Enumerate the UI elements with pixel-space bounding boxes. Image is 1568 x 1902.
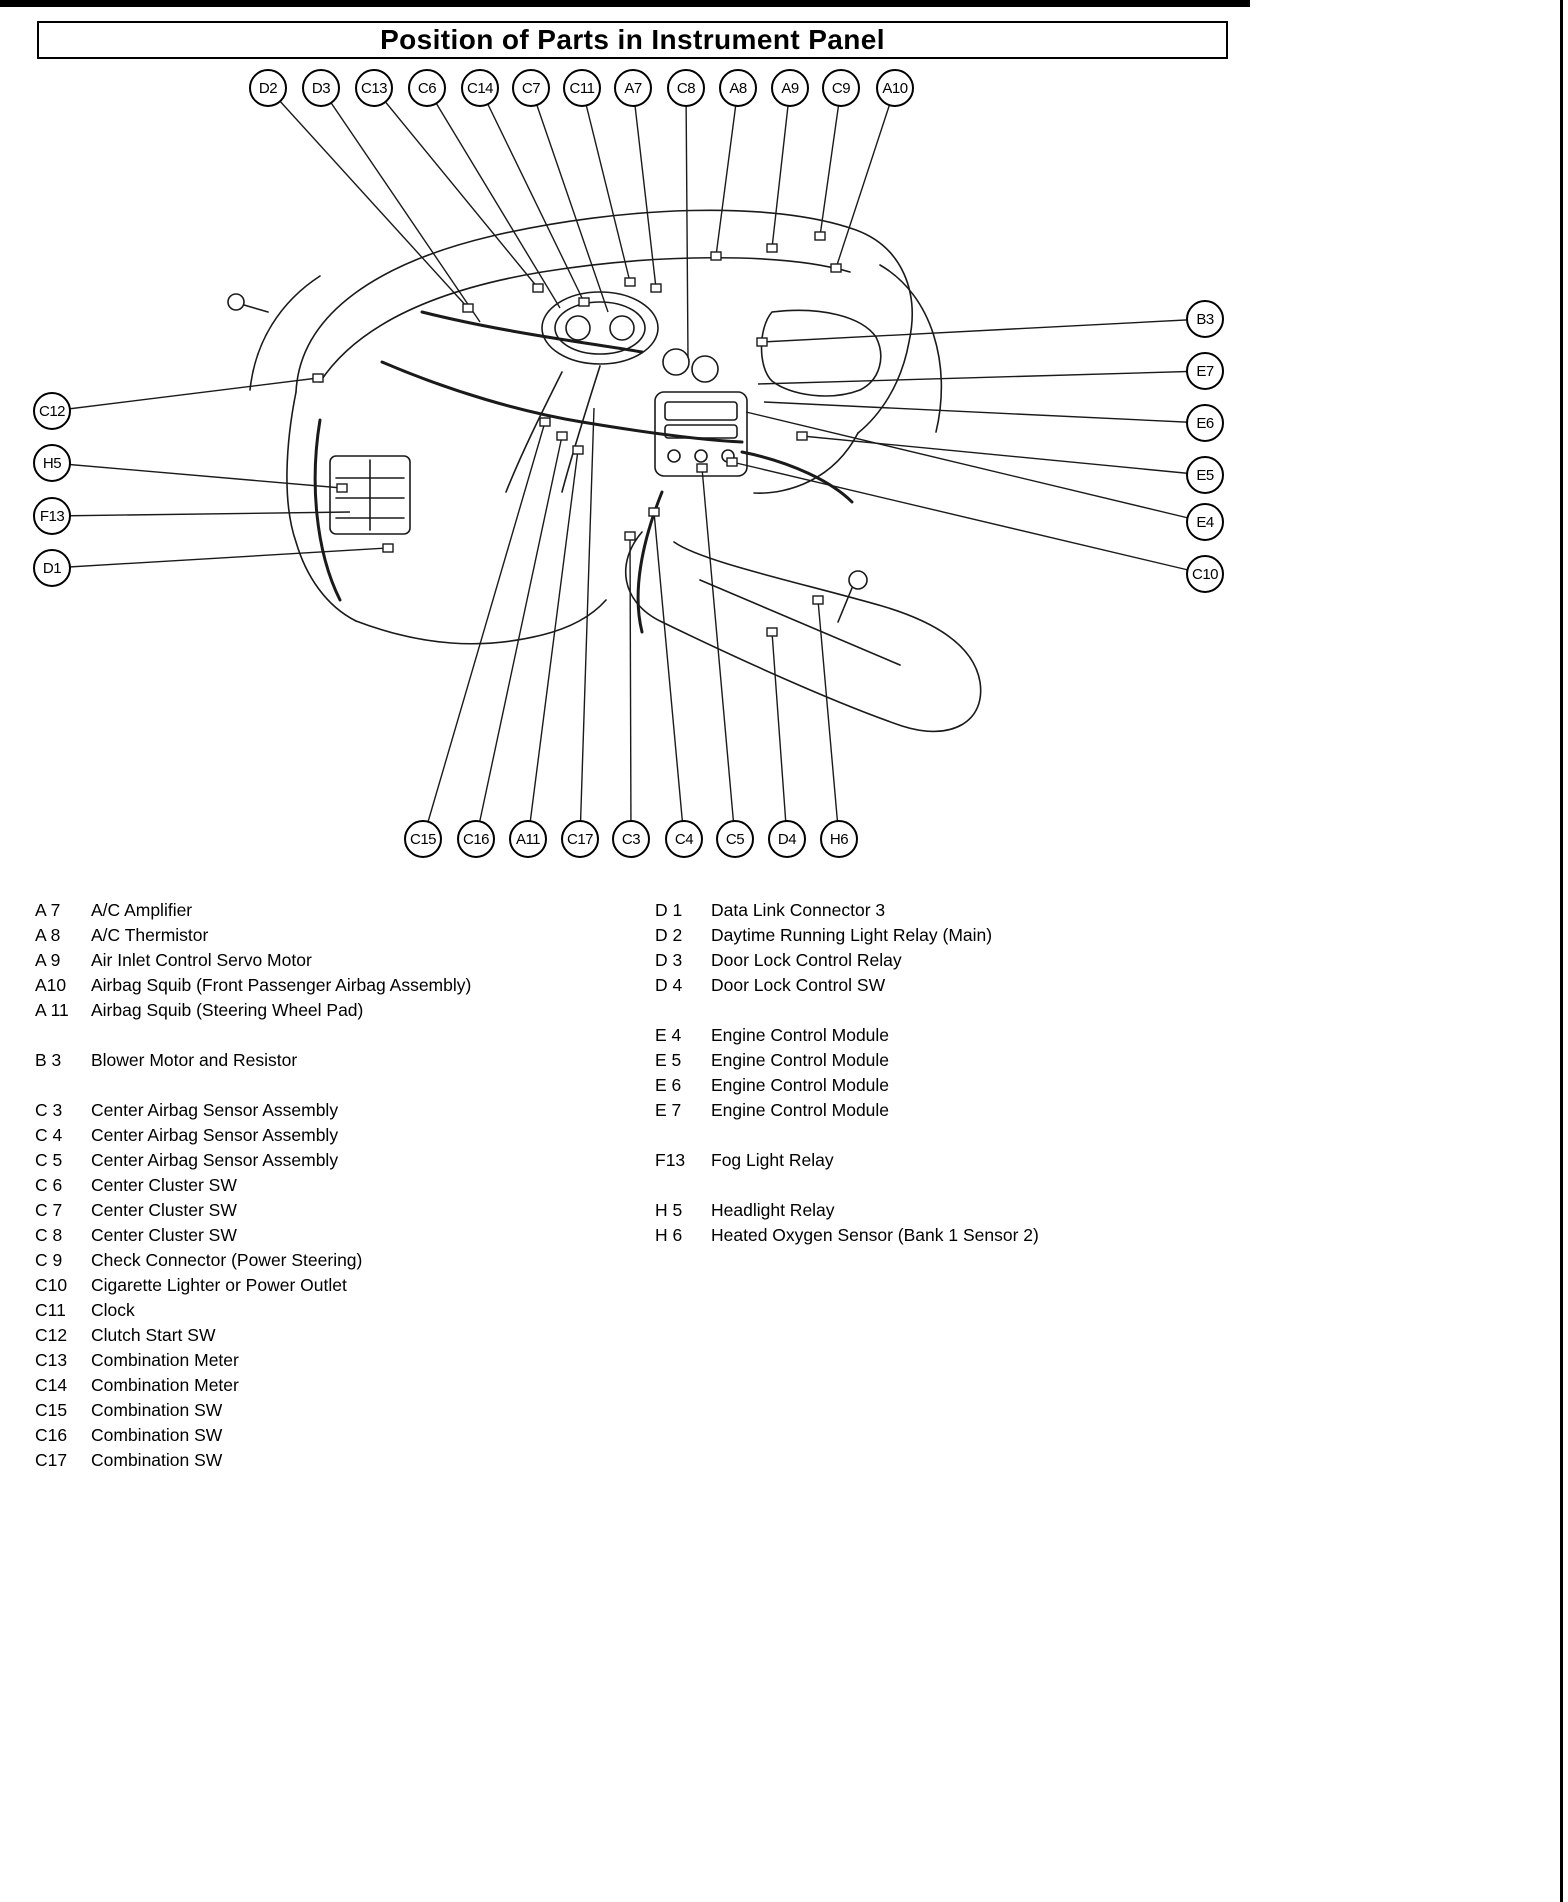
legend-part-name: Combination SW <box>91 1450 223 1470</box>
callout-c5: C5 <box>716 820 754 858</box>
legend-part-name: Engine Control Module <box>711 1075 890 1095</box>
legend-part-name: Center Airbag Sensor Assembly <box>91 1150 339 1170</box>
legend-part-code: E 7 <box>655 1100 682 1120</box>
callout-h5: H5 <box>33 444 71 482</box>
legend-part-name: Air Inlet Control Servo Motor <box>91 950 312 970</box>
callout-c15: C15 <box>404 820 442 858</box>
legend-row <box>35 1148 635 1173</box>
callout-d4: D4 <box>768 820 806 858</box>
legend-part-name: Airbag Squib (Steering Wheel Pad) <box>91 1000 364 1020</box>
callout-c13: C13 <box>355 69 393 107</box>
legend-part-name: Heated Oxygen Sensor (Bank 1 Sensor 2) <box>711 1225 1039 1245</box>
legend-part-code: C 5 <box>35 1150 63 1170</box>
instrument-panel-illustration <box>0 60 1260 940</box>
legend-part-code: C16 <box>35 1425 68 1445</box>
callout-c17: C17 <box>561 820 599 858</box>
legend-row <box>655 1123 1375 1148</box>
legend-part-name: Headlight Relay <box>711 1200 835 1220</box>
legend-row <box>655 1223 1375 1248</box>
legend-part-code: D 2 <box>655 925 683 945</box>
legend-part-name: Door Lock Control SW <box>711 975 886 995</box>
legend-part-name: Center Cluster SW <box>91 1175 237 1195</box>
legend-part-code: C 7 <box>35 1200 63 1220</box>
legend-part-code: E 5 <box>655 1050 682 1070</box>
legend-row <box>655 948 1375 973</box>
legend-row <box>35 973 635 998</box>
legend-part-code: D 3 <box>655 950 683 970</box>
callout-a10: A10 <box>876 69 914 107</box>
legend-row <box>655 1098 1375 1123</box>
legend-part-name: Combination SW <box>91 1425 223 1445</box>
callout-c12: C12 <box>33 392 71 430</box>
callout-c4: C4 <box>665 820 703 858</box>
legend-part-code: H 5 <box>655 1200 683 1220</box>
legend-row <box>35 1398 635 1423</box>
legend-part-name: Fog Light Relay <box>711 1150 834 1170</box>
legend-row <box>655 1048 1375 1073</box>
legend-row <box>35 998 635 1023</box>
legend-part-name: Clutch Start SW <box>91 1325 216 1345</box>
legend-part-code: C 3 <box>35 1100 63 1120</box>
legend-part-code: A 7 <box>35 900 61 920</box>
callout-h6: H6 <box>820 820 858 858</box>
legend-row <box>655 1073 1375 1098</box>
legend-row <box>655 973 1375 998</box>
legend-part-name: Engine Control Module <box>711 1100 890 1120</box>
legend-part-name: Center Cluster SW <box>91 1200 237 1220</box>
legend-row <box>655 1148 1375 1173</box>
legend-row <box>35 1423 635 1448</box>
legend-row <box>35 1323 635 1348</box>
callout-c6: C6 <box>408 69 446 107</box>
legend-row <box>35 1373 635 1398</box>
callout-a9: A9 <box>771 69 809 107</box>
callout-f13: F13 <box>33 497 71 535</box>
callout-e7: E7 <box>1186 352 1224 390</box>
callout-a8: A8 <box>719 69 757 107</box>
legend-row <box>35 923 635 948</box>
scan-artifact-right <box>1560 0 1563 1902</box>
legend-row <box>35 1073 635 1098</box>
legend-row <box>655 898 1375 923</box>
callout-a7: A7 <box>614 69 652 107</box>
legend-row <box>35 1023 635 1048</box>
legend-part-name: Combination Meter <box>91 1375 239 1395</box>
callout-c8: C8 <box>667 69 705 107</box>
legend-row <box>655 923 1375 948</box>
legend-part-name: Daytime Running Light Relay (Main) <box>711 925 993 945</box>
legend-row <box>655 998 1375 1023</box>
legend-part-code: E 4 <box>655 1025 682 1045</box>
page-title: Position of Parts in Instrument Panel <box>380 24 885 55</box>
legend-part-code: C17 <box>35 1450 68 1470</box>
callout-a11: A11 <box>509 820 547 858</box>
callout-e5: E5 <box>1186 456 1224 494</box>
callout-c3: C3 <box>612 820 650 858</box>
legend-row <box>655 1173 1375 1198</box>
legend-column-right <box>655 898 1375 1248</box>
legend-row <box>35 1223 635 1248</box>
callout-c16: C16 <box>457 820 495 858</box>
legend-part-code: C12 <box>35 1325 68 1345</box>
legend-part-code: C10 <box>35 1275 68 1295</box>
legend-row <box>35 1198 635 1223</box>
callout-e4: E4 <box>1186 503 1224 541</box>
legend-part-name: Blower Motor and Resistor <box>91 1050 298 1070</box>
legend-part-code: B 3 <box>35 1050 62 1070</box>
connector-symbols <box>313 232 841 636</box>
callout-d1: D1 <box>33 549 71 587</box>
legend-part-code: C15 <box>35 1400 68 1420</box>
legend-row <box>35 1298 635 1323</box>
legend-part-name: A/C Thermistor <box>91 925 209 945</box>
callout-d2: D2 <box>249 69 287 107</box>
callout-c11: C11 <box>563 69 601 107</box>
legend-part-name: A/C Amplifier <box>91 900 193 920</box>
legend-part-name: Center Cluster SW <box>91 1225 237 1245</box>
legend-part-code: A10 <box>35 975 67 995</box>
legend-part-name: Combination Meter <box>91 1350 239 1370</box>
legend-part-name: Check Connector (Power Steering) <box>91 1250 363 1270</box>
callout-c9: C9 <box>822 69 860 107</box>
legend-part-name: Clock <box>91 1300 135 1320</box>
dashboard-outline <box>228 210 981 731</box>
legend-part-code: H 6 <box>655 1225 683 1245</box>
legend-part-code: D 4 <box>655 975 683 995</box>
callout-b3: B3 <box>1186 300 1224 338</box>
legend-row <box>35 1098 635 1123</box>
callout-e6: E6 <box>1186 404 1224 442</box>
legend-part-code: A 9 <box>35 950 61 970</box>
legend-part-code: D 1 <box>655 900 683 920</box>
callout-c10: C10 <box>1186 555 1224 593</box>
legend-column-left <box>35 898 635 1473</box>
legend-part-code: A 11 <box>35 1000 69 1020</box>
callout-d3: D3 <box>302 69 340 107</box>
legend-row <box>35 1248 635 1273</box>
legend-part-name: Combination SW <box>91 1400 223 1420</box>
legend-part-name: Door Lock Control Relay <box>711 950 902 970</box>
legend-part-code: E 6 <box>655 1075 682 1095</box>
legend-row <box>655 1198 1375 1223</box>
legend-part-name: Data Link Connector 3 <box>711 900 886 920</box>
legend-part-code: C 4 <box>35 1125 63 1145</box>
legend-part-name: Center Airbag Sensor Assembly <box>91 1125 339 1145</box>
legend-part-code: C13 <box>35 1350 68 1370</box>
legend-row <box>35 1273 635 1298</box>
legend-row <box>35 1448 635 1473</box>
leader-lines <box>52 88 1205 839</box>
legend-part-name: Center Airbag Sensor Assembly <box>91 1100 339 1120</box>
legend-part-code: C11 <box>35 1300 66 1320</box>
callout-c14: C14 <box>461 69 499 107</box>
legend-row <box>35 1173 635 1198</box>
legend-row <box>35 1348 635 1373</box>
legend-part-code: A 8 <box>35 925 61 945</box>
legend-part-code: C 8 <box>35 1225 63 1245</box>
legend-part-name: Engine Control Module <box>711 1025 890 1045</box>
legend-row <box>35 1123 635 1148</box>
instrument-panel-diagram <box>0 60 1260 940</box>
callout-c7: C7 <box>512 69 550 107</box>
legend-part-code: C 6 <box>35 1175 63 1195</box>
legend-part-code: F13 <box>655 1150 686 1170</box>
legend-part-code: C 9 <box>35 1250 63 1270</box>
legend-row <box>655 1023 1375 1048</box>
scan-artifact-top <box>0 0 1250 7</box>
legend-part-name: Cigarette Lighter or Power Outlet <box>91 1275 347 1295</box>
legend-part-name: Airbag Squib (Front Passenger Airbag Assembly) <box>91 975 472 995</box>
page-title-box <box>37 21 1228 59</box>
legend-row <box>35 1048 635 1073</box>
legend-row <box>35 898 635 923</box>
legend-part-code: C14 <box>35 1375 68 1395</box>
legend-row <box>35 948 635 973</box>
legend-part-name: Engine Control Module <box>711 1050 890 1070</box>
